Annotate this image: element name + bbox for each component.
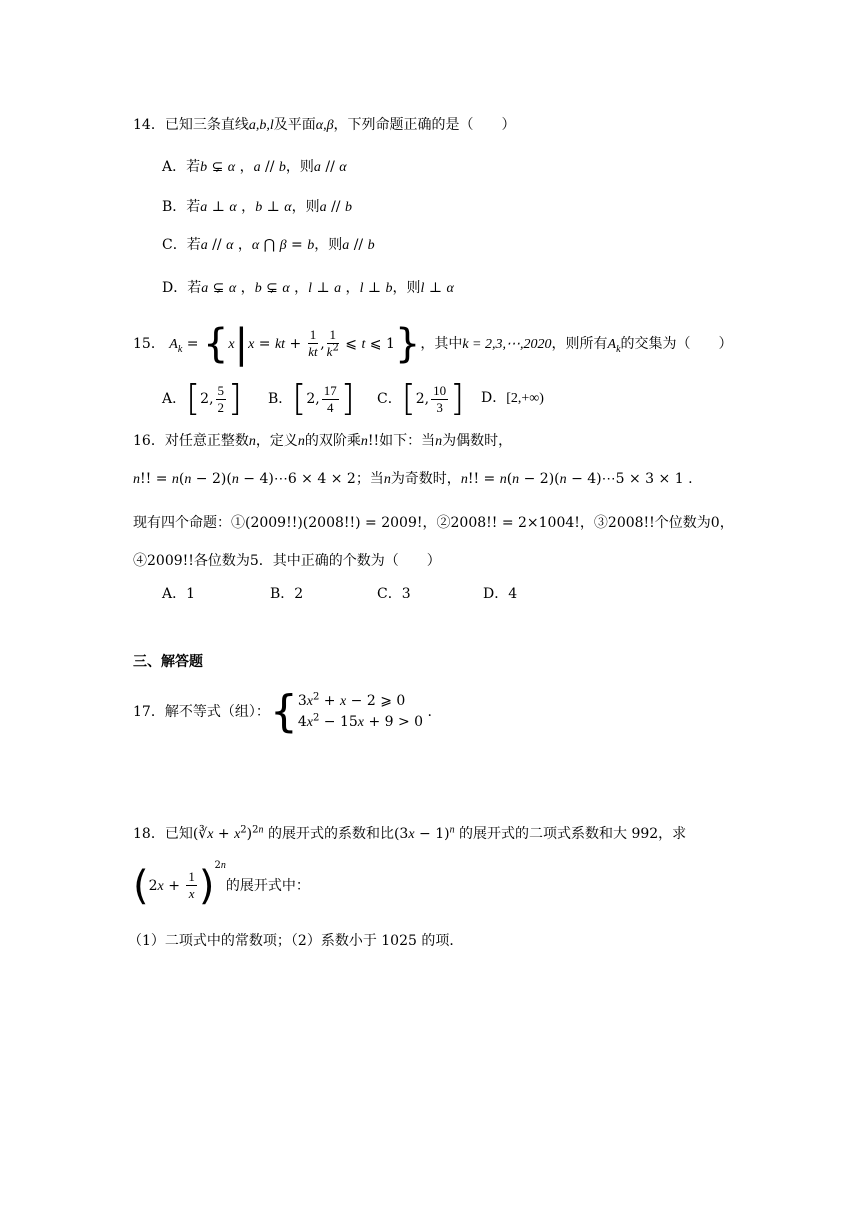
q16-line2-b: 为奇数时， bbox=[390, 471, 461, 487]
q14-option-a: A．若b ⊊ α ，a // b，则a // α bbox=[162, 159, 347, 175]
q15-option-a: A．[2, $\frac{5}{2}$ ] bbox=[162, 378, 243, 419]
q16-line1-b: ，定义 bbox=[255, 433, 298, 449]
q15-mid: ，其中 bbox=[420, 336, 463, 352]
q14-a-label: A．若 bbox=[162, 159, 201, 175]
q16-line2-a: ；当 bbox=[355, 471, 384, 487]
q18-d: 的展开式中： bbox=[225, 878, 310, 894]
q15-d-value: [2,+∞) bbox=[506, 391, 544, 406]
q14-c-tail: ，则 bbox=[314, 237, 343, 253]
q16-line1-a: 16．对任意正整数 bbox=[133, 433, 249, 449]
q14-option-c: C．若a // α ，α ⋂ β = b，则a // b bbox=[162, 237, 375, 253]
q15-option-b: B．[2, $\frac{17}{4}$ ] bbox=[268, 378, 355, 419]
q16-line1-d: 如下：当 bbox=[379, 433, 436, 449]
q14-d-tail: ，则 bbox=[392, 280, 421, 296]
q16-line3-a: 现有四个命题： bbox=[133, 515, 231, 531]
q16-line3: 现有四个命题：①(2009!!)(2008!!) = 2009!，②2008!! = 2×1004!，③2008!!个位数为0， bbox=[133, 515, 734, 531]
q15-tail: ，则所有 bbox=[551, 336, 608, 352]
q16-line2: n!! = n(n − 2)(n − 4)⋯6 × 4 × 2；当n为奇数时，n!! = n(n − 2)(n − 4)⋯5 × 3 × 1 . bbox=[133, 471, 693, 487]
q16-line1-c: 的双阶乘 bbox=[304, 433, 361, 449]
q15-num: 15． bbox=[133, 336, 165, 352]
q15-stem: 15． $A_k = \{x|x$ = kt + $\frac{1}{kt}$ , $\frac{1}{k^2}$ ⩽ t ⩽ 1}，其中k = 2,3,⋯,2020，则所有$A_k$的交集为（ ） bbox=[133, 321, 733, 367]
q16-line4-tail: ．其中正确的个数为（ ） bbox=[258, 553, 441, 569]
q16-option-c: C．3 bbox=[377, 586, 411, 602]
q18-line1: 18．已知(∛x + $x^2)^{2n}$ 的展开式的系数和比$(3x - 1)^n$ 的展开式的二项式系数和大 992，求 bbox=[133, 824, 687, 842]
q18-c: 的展开式的二项式系数和大 992，求 bbox=[459, 826, 687, 842]
q16-option-a: A．1 bbox=[162, 586, 196, 602]
q14-stem-mid: 及平面 bbox=[273, 117, 316, 133]
q14-option-b: B．若a ⊥ α ，b ⊥ α，则a // b bbox=[162, 199, 352, 215]
q15-k-range: k = 2,3,⋯,2020 bbox=[462, 337, 552, 352]
q14-planes: α,β bbox=[315, 118, 334, 133]
q14-stem bbox=[133, 118, 516, 133]
q16-line4 bbox=[133, 554, 441, 568]
q15-c-label: C． bbox=[377, 391, 402, 407]
q14-b-tail: ，则 bbox=[291, 199, 320, 215]
q16-line1-e: 为偶数时， bbox=[442, 433, 513, 449]
q16-prop-2: ②2008!! = 2×1004! bbox=[436, 515, 580, 531]
q15-a-label: A． bbox=[162, 391, 187, 407]
q14-stem-end: ，下列命题正确的是（ ） bbox=[333, 117, 516, 133]
q14-lines: a,b,l bbox=[248, 118, 274, 133]
q17-text: 17．解不等式（组）： bbox=[133, 704, 270, 720]
q15-tail2: 的交集为（ ） bbox=[620, 336, 733, 352]
q18-line2: (2x + $\frac{1}{x}$ )$^{2n}$的展开式中： bbox=[133, 860, 310, 909]
q16-prop-3: ③2008!!个位数为0 bbox=[593, 515, 720, 531]
section-title: 三、解答题 bbox=[133, 654, 203, 670]
q16-option-d: D．4 bbox=[483, 586, 518, 602]
q15-b-label: B． bbox=[268, 391, 293, 407]
q16-prop-1: ①(2009!!)(2008!!) = 2009! bbox=[231, 515, 423, 531]
q16-option-b: B．2 bbox=[270, 586, 304, 602]
q16-line1: 16．对任意正整数n，定义n的双阶乘n!!如下：当n为偶数时， bbox=[133, 433, 513, 449]
q14-option-d: D．若a ⊊ α ，b ⊊ α ，l ⊥ a ，l ⊥ b，则l ⊥ α bbox=[162, 280, 454, 296]
q14-b-label: B．若 bbox=[162, 199, 201, 215]
q15-option-d bbox=[481, 391, 544, 406]
q14-stem-text: 14．已知三条直线 bbox=[133, 117, 249, 133]
q14-d-label: D．若 bbox=[162, 280, 202, 296]
q15-d-label: D． bbox=[481, 390, 507, 406]
q15-option-c: C．[2, $\frac{10}{3}$ ] bbox=[377, 378, 465, 419]
q17: 17．解不等式（组）：{ $3x^2 + x - 2$ ⩾ 0 $4x^2 - 15x + 9 > 0$ . bbox=[133, 686, 432, 737]
q16-prop-4: ④2009!!各位数为5 bbox=[133, 553, 259, 569]
q14-c-label: C．若 bbox=[162, 237, 201, 253]
q18-subquestions: （1）二项式中的常数项；（2）系数小于 1025 的项． bbox=[128, 933, 464, 949]
q14-a-tail: ，则 bbox=[285, 159, 314, 175]
q18-b: 的展开式的系数和比 bbox=[267, 826, 394, 842]
q18-a: 18．已知 bbox=[133, 826, 193, 842]
